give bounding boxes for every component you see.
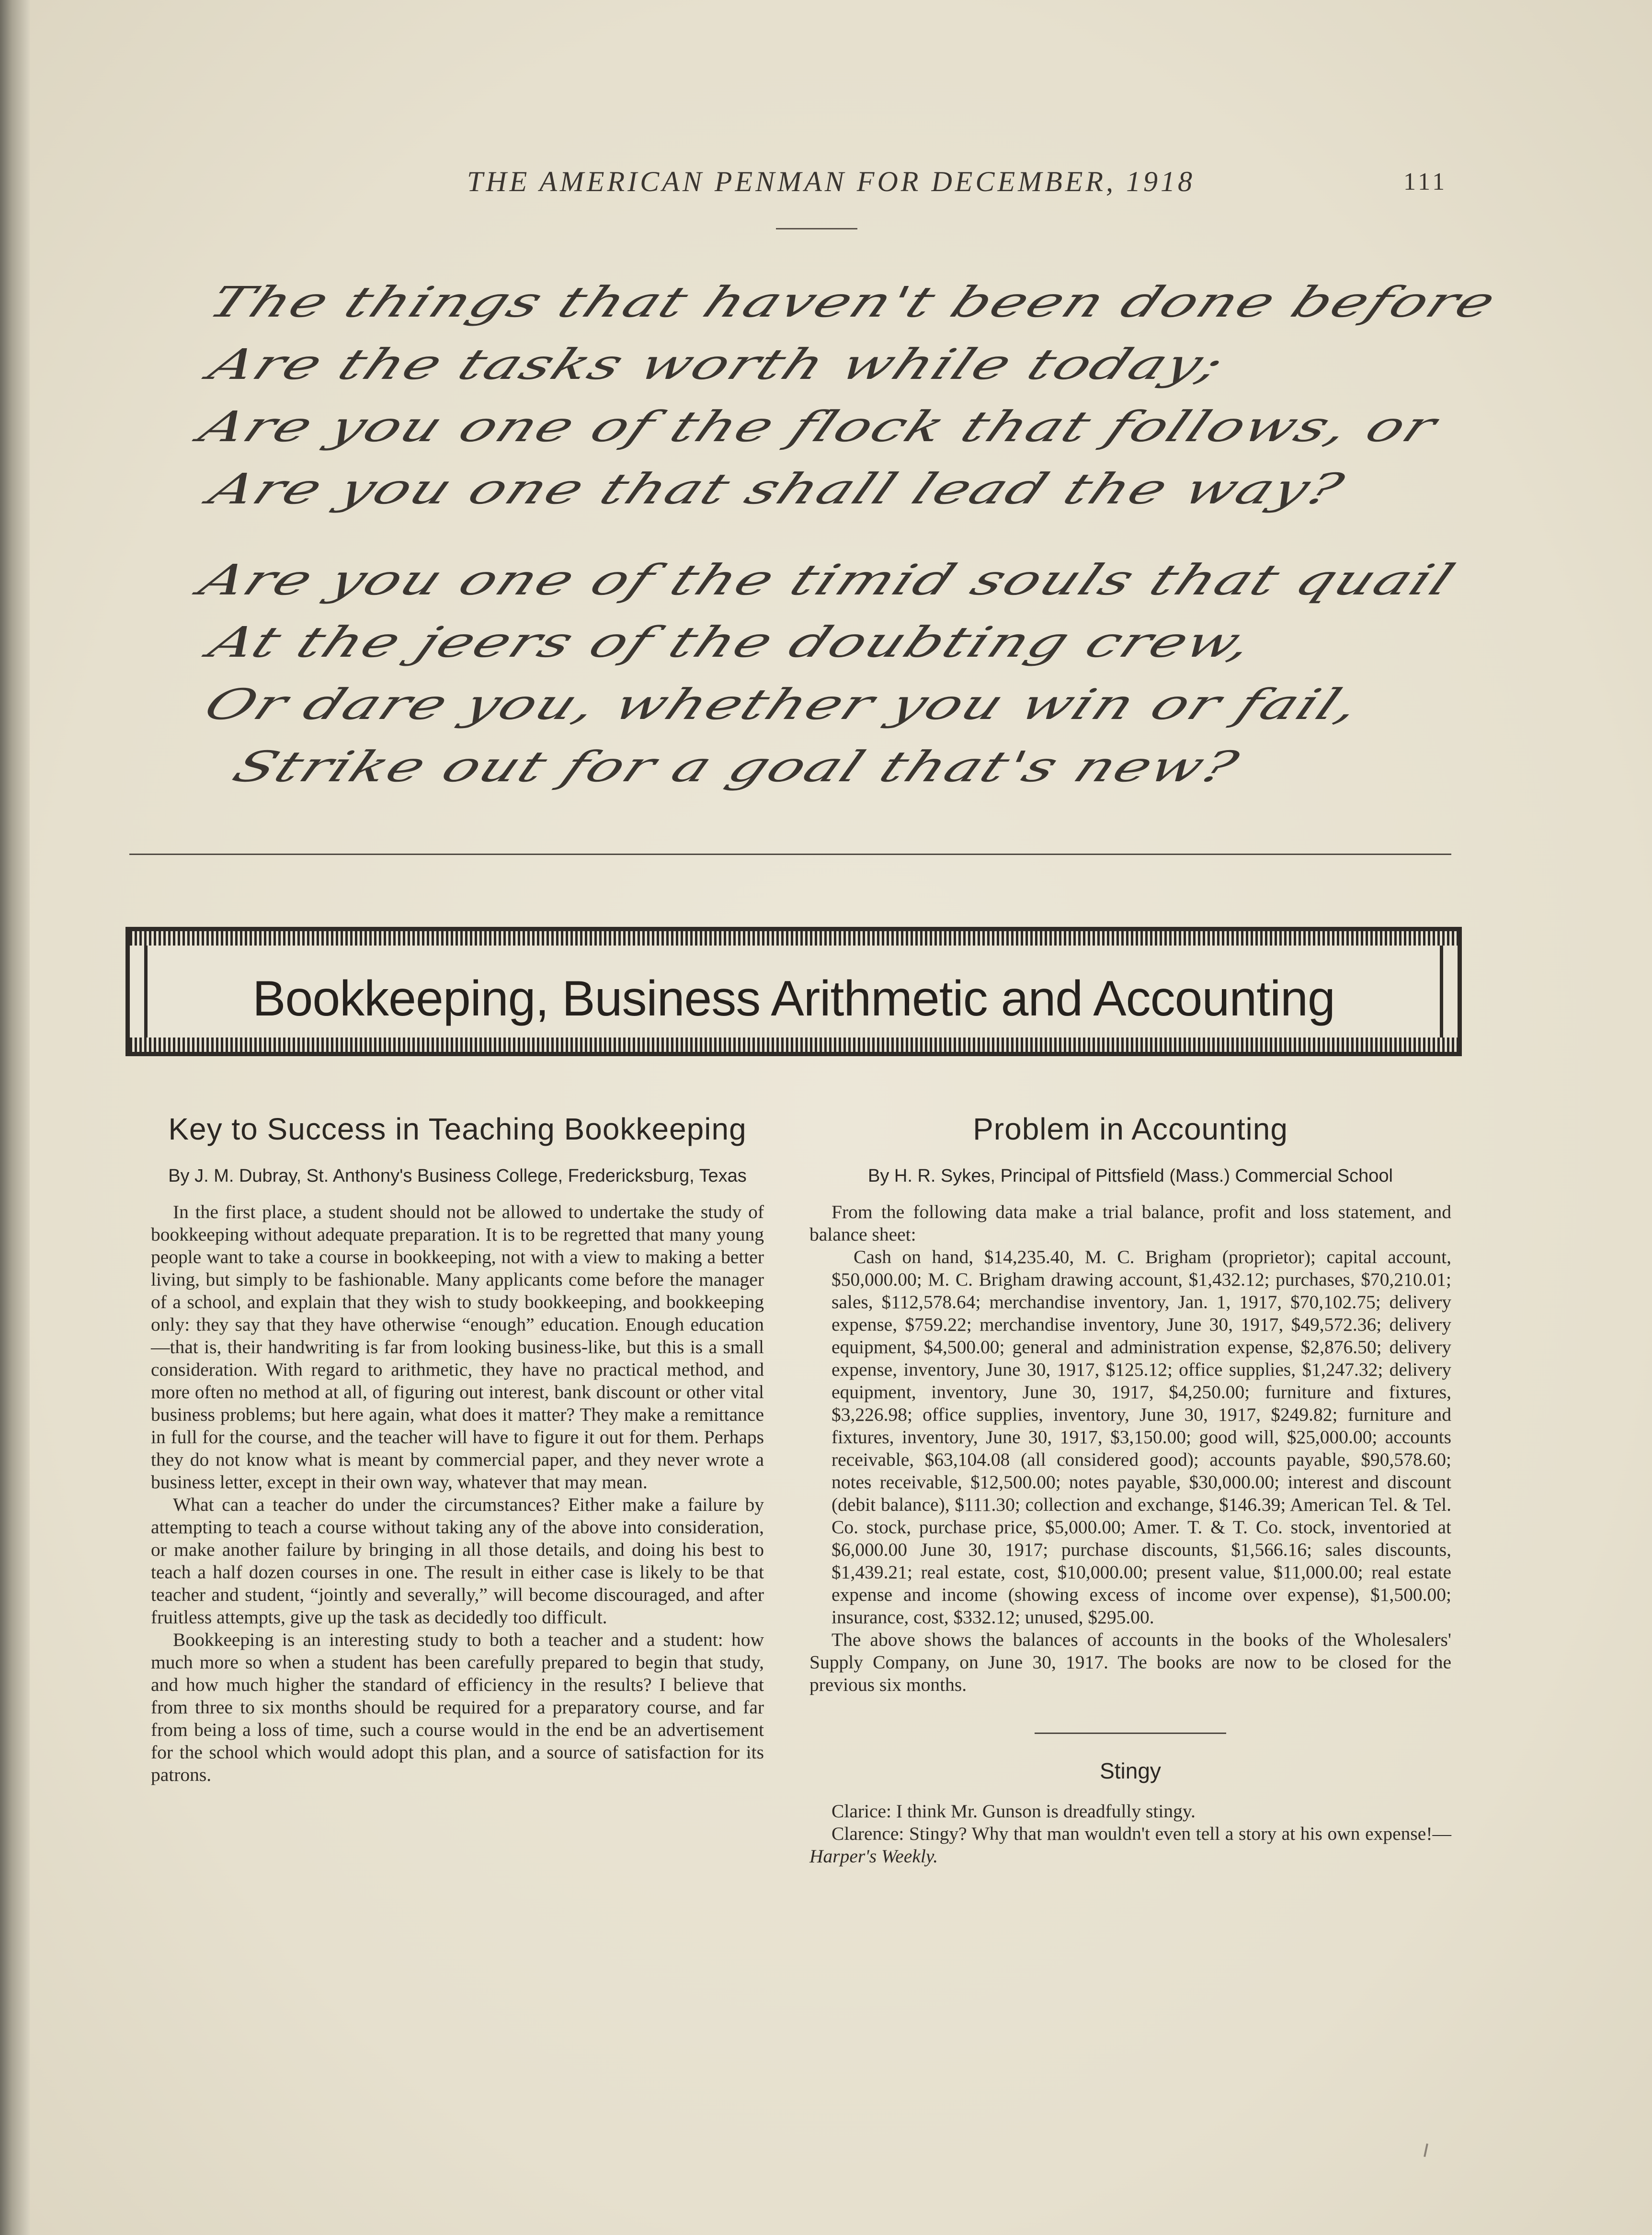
running-title: THE AMERICAN PENMAN FOR DECEMBER, 1918	[467, 166, 1196, 197]
poem-line: Or dare you, whether you win or fail,	[196, 680, 1370, 729]
source-credit: Harper's Weekly.	[809, 1846, 938, 1867]
paragraph: Bookkeeping is an interesting study to both a teacher and a student: how much more so when a student has been carefully prepared to begin that study, and how much higher the standard of efficiency in the results? I believe that from three to six months should be required for a preparatory course, and far from being a loss of time, such a course would in the end be an advertisement for the school which would adopt this plan, and a source of satisfaction for its patrons.	[151, 1629, 764, 1785]
poem-line: Are you one that shall lead the way?	[201, 464, 1353, 513]
poem-line: Are you one of the flock that follows, or	[192, 402, 1446, 451]
poem-line: The things that haven't been done before	[201, 277, 1505, 327]
banner-hatch-top	[130, 931, 1458, 946]
book-spine-shadow	[0, 0, 30, 2235]
poem-line: At the jeers of the doubting crew,	[201, 617, 1264, 667]
section-banner	[125, 927, 1462, 1056]
article-title: Problem in Accounting	[973, 1112, 1288, 1146]
paragraph: The above shows the balances of accounts in the books of the Wholesalers' Supply Company, on June 30, 1917. The books are now to be closed for the previous six months.	[809, 1629, 1451, 1695]
dialogue-line	[809, 1823, 1451, 1868]
anecdote-title: Stingy	[1100, 1758, 1161, 1783]
paragraph: What can a teacher do under the circumstances? Either make a failure by attempting to teach a course without taking any of the above into consideration, or make another failure by bringing in all those details, and doing his best to teach a half dozen courses in one. The result in either case is likely to be that teacher and student, “jointly and severally,” will become discouraged, and after fruitless attempts, give up the task as decidedly too difficult.	[151, 1494, 764, 1628]
page-number: 111	[1403, 168, 1448, 195]
paragraph: From the following data make a trial balance, profit and loss statement, and balance sheet:	[809, 1201, 1451, 1245]
dialogue-text: Clarence: Stingy? Why that man wouldn't even tell a story at his own expense!—	[832, 1823, 1451, 1844]
article-byline: By H. R. Sykes, Principal of Pittsfield (Mass.) Commercial School	[868, 1166, 1393, 1186]
poem-line: Are you one of the timid souls that quail	[192, 555, 1464, 604]
handwritten-poem	[182, 225, 1505, 800]
anecdote-body	[809, 1800, 1451, 1868]
dialogue-line: Clarice: I think Mr. Gunson is dreadfully stingy.	[832, 1801, 1196, 1822]
paragraph: In the first place, a student should not be allowed to undertake the study of bookkeeping without adequate preparation. It is to be regretted that many young people want to take a course in bookkeeping, not with a view to making a better living, but simply to be fashionable. Many applicants come before the manager of a school, and explain that they wish to study bookkeeping, and bookkeeping only: they say that they have otherwise “enough” education. Enough education—that is, their handwriting is far from looking business-like, but this is a small consideration. With regard to arithmetic, they have no practical method, and more often no method at all, of figuring out interest, bank discount or other vital business problems; but here again, what does it matter? They make a remittance in full for the course, and the teacher will have to figure it out for them. Perhaps they do not know what is meant by commercial paper, and they never wrote a business letter, except in their own way, whatever that may mean.	[151, 1201, 764, 1493]
poem-line: Strike out for a goal that's new?	[225, 742, 1248, 791]
poem-line: Are the tasks worth while today;	[201, 340, 1234, 389]
article-body	[151, 1201, 764, 1786]
section-divider	[129, 854, 1451, 855]
article-title: Key to Success in Teaching Bookkeeping	[168, 1112, 747, 1146]
banner-hatch-bottom	[130, 1038, 1458, 1052]
right-column	[809, 1111, 1451, 1868]
story-divider	[1035, 1733, 1226, 1734]
section-title: Bookkeeping, Business Arithmetic and Accounting	[252, 971, 1335, 1026]
left-column	[151, 1111, 764, 1786]
account-data: Cash on hand, $14,235.40, M. C. Brigham (proprietor); capital account, $50,000.00; M. C. Brigham drawing account, $1,432.12; purchases, $70,210.01; sales, $112,578.64; merchandise inventory, Jan. 1, 1917, $70,102.75; delivery expense, $759.22; merchandise inventory, June 30, 1917, $49,572.36; delivery equipment, $4,500.00; general and administration expense, $2,876.50; delivery expense, inventory, June 30, 1917, $125.12; office supplies, $1,247.32; delivery equipment, inventory, June 30, 1917, $4,250.00; furniture and fixtures, $3,226.98; office supplies, inventory, June 30, 1917, $249.82; furniture and fixtures, inventory, June 30, 1917, $3,150.00; good will, $25,000.00; accounts receivable, $63,104.08 (all considered good); accounts payable, $90,578.60; notes receivable, $12,500.00; notes payable, $30,000.00; interest and discount (debit balance), $111.30; collection and exchange, $146.39; American Tel. & Tel. Co. stock, purchase price, $5,000.00; Amer. T. & T. Co. stock, inventoried at $6,000.00 June 30, 1917; purchase discounts, $1,566.16; sales discounts, $1,439.21; real estate, cost, $10,000.00; present value, $11,000.00; real estate expense and income (showing excess of income over expense), $1,500.00; insurance, cost, $332.12; unused, $295.00.	[832, 1246, 1451, 1628]
article-body	[809, 1201, 1451, 1696]
article-byline: By J. M. Dubray, St. Anthony's Business College, Fredericksburg, Texas	[168, 1166, 747, 1186]
